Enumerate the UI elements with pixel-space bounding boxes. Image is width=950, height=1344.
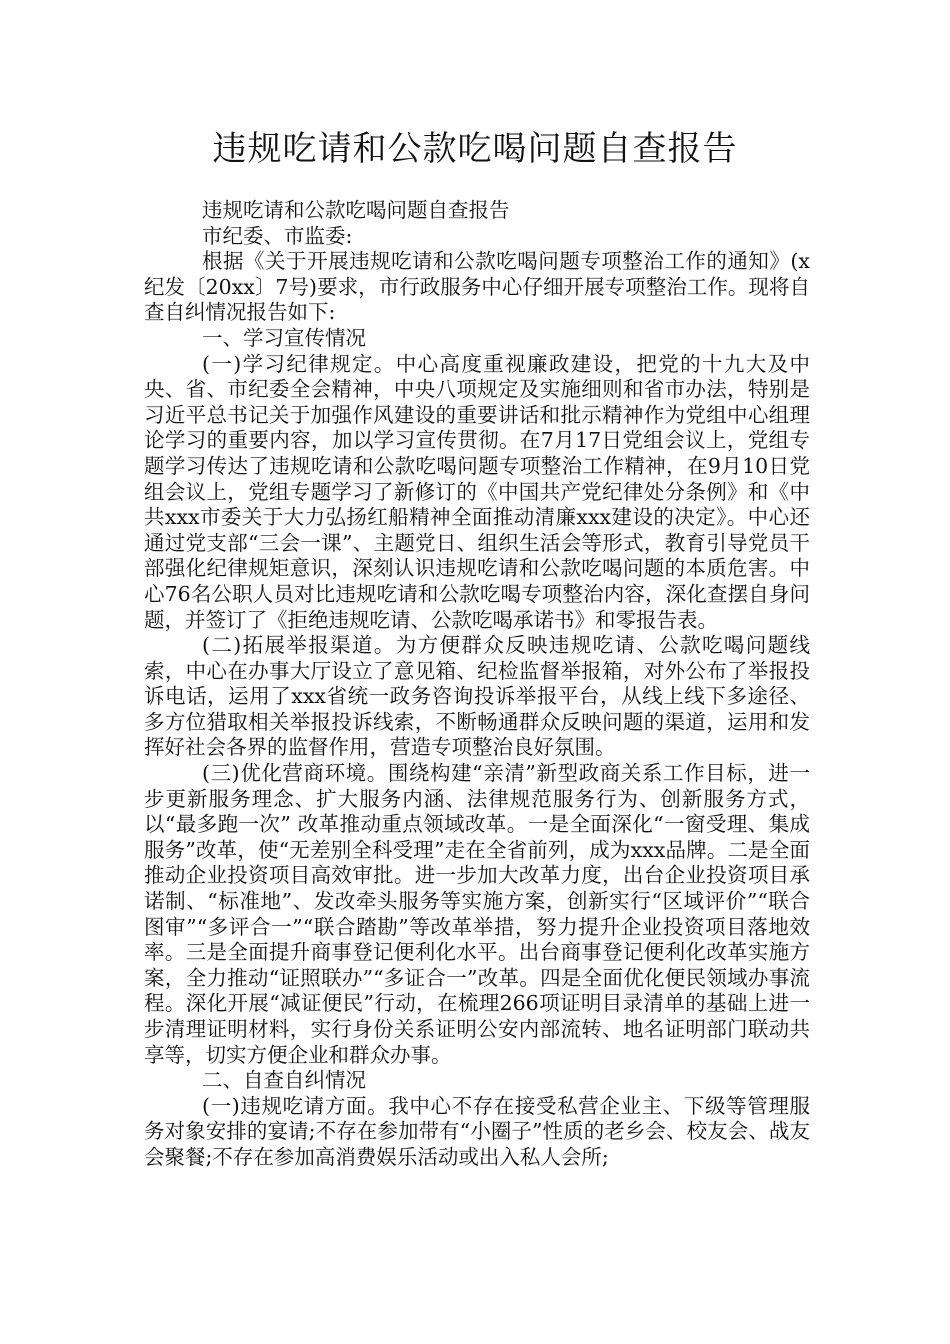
paragraph-banquet-check: (一)违规吃请方面。我中心不存在接受私营企业主、下级等管理服务对象安排的宴请;不存在参加带有“小圈子”性质的老乡会、校友会、战友会聚餐;不存在参加高消费娱乐活动或出入私人会所; bbox=[144, 1093, 810, 1169]
addressee: 市纪委、市监委: bbox=[202, 223, 353, 248]
paragraph-business-environment: (三)优化营商环境。围绕构建“亲清”新型政商关系工作目标，进一步更新服务理念、扩大服务内涵、法律规范服务行为、创新服务方式，以“最多跑一次” 改革推动重点领域改革。一是全面深化“一窗受理、集成服务”改革，使“无差别全科受理”走在全省前列，成为xxx品牌。二是全面推动企业投资项目高效审批。进一步加大改革力度，出台企业投资项目承诺制、“标准地”、发改牵头服务等实施方案，创新实行“区域评价”“联合图审”“多评合一”“联合踏勘”等改革举措，努力提升企业投资项目落地效率。三是全面提升商事登记便利化水平。出台商事登记便利化改革实施方案，全力推动“证照联办”“多证合一”改革。四是全面优化便民领域办事流程。深化开展“减证便民”行动，在梳理266项证明目录清单的基础上进一步清理证明材料，实行身份关系证明公安内部流转、地名证明部门联动共享等，切实方便企业和群众办事。 bbox=[144, 761, 810, 1067]
section-heading-1: 一、学习宣传情况 bbox=[202, 325, 366, 350]
body-subtitle: 违规吃请和公款吃喝问题自查报告 bbox=[202, 198, 510, 222]
paragraph-study-rules: (一)学习纪律规定。中心高度重视廉政建设，把党的十九大及中央、省、市纪委全会精神，中央八项规定及实施细则和省市办法，特别是习近平总书记关于加强作风建设的重要讲话和批示精神作为党组中心组理论学习的重要内容，加以学习宣传贯彻。在7月17日党组会议上，党组专题学习传达了违规吃请和公款吃喝问题专项整治工作精神，在9月10日党组会议上，党组专题学习了新修订的《中国共产党纪律处分条例》和《中共xxx市委关于大力弘扬红船精神全面推动清廉xxx建设的决定》。中心还通过党支部“三会一课”、主题党日、组织生活会等形式，教育引导党员干部强化纪律规矩意识，深刻认识违规吃请和公款吃喝问题的本质危害。中心76名公职人员对比违规吃请和公款吃喝专项整治内容，深化查摆自身问题，并签订了《拒绝违规吃请、公款吃喝承诺书》和零报告表。 bbox=[144, 351, 810, 632]
document-body bbox=[144, 198, 810, 1171]
intro-paragraph: 根据《关于开展违规吃请和公款吃喝问题专项整治工作的通知》(x纪发〔20xx〕7号)要求，市行政服务中心仔细开展专项整治工作。现将自查自纠情况报告如下: bbox=[144, 249, 810, 325]
document-title: 违规吃请和公款吃喝问题自查报告 bbox=[212, 129, 738, 169]
paragraph-report-channels: (二)拓展举报渠道。为方便群众反映违规吃请、公款吃喝问题线索，中心在办事大厅设立了意见箱、纪检监督举报箱，对外公布了举报投诉电话，运用了xxx省统一政务咨询投诉举报平台，从线上线下多途径、多方位猎取相关举报投诉线索，不断畅通群众反映问题的渠道，运用和发挥好社会各界的监督作用，营造专项整治良好氛围。 bbox=[144, 633, 810, 760]
section-heading-2: 二、自查自纠情况 bbox=[202, 1068, 366, 1093]
